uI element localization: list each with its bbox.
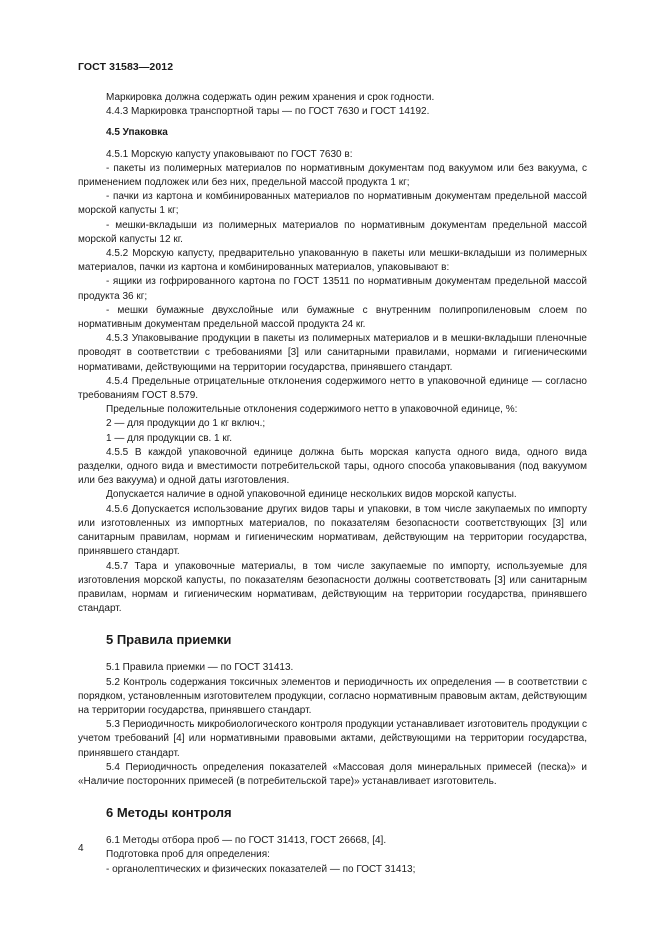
paragraph: Допускается наличие в одной упаковочной единице нескольких видов морской капусты. xyxy=(106,489,517,501)
list-item: - пачки из картона и комбинированных материалов по нормативным документам предельной массой морской капусты 1 кг; xyxy=(78,191,587,217)
clause-4-5-6: 4.5.6 Допускается использование других видов тары и упаковки, в том числе закупаемых по импорту или изготовленных из импортных материалов, по показателям безопасности соответствующих [3] или санитарным правилам, нормам и гигиеническим нормативам, действующим на территории государства, принявшего стандарт. xyxy=(78,503,587,558)
paragraph: Предельные положительные отклонения содержимого нетто в упаковочной единице, %: xyxy=(106,404,518,416)
section-heading-4-5: 4.5 Упаковка xyxy=(106,127,168,139)
clause-5-4-continuation: «Наличие посторонних примесей (в потребительской таре)» устанавливает изготовитель. xyxy=(78,775,497,787)
clause-5-3: 5.3 Периодичность микробиологического контроля продукции устанавливает изготовитель продукции с учетом требований [4] или нормативными правовыми актами, действующими на территории государства, принявшего стандарт. xyxy=(78,719,587,759)
paragraph: Подготовка проб для определения: xyxy=(106,849,270,861)
page-number: 4 xyxy=(78,843,84,854)
list-item: - ящики из гофрированного картона по ГОСТ 13511 по нормативным документам предельной массой продукта 36 кг; xyxy=(78,276,587,302)
document-body xyxy=(78,91,587,877)
section-heading-6: 6 Методы контроля xyxy=(106,805,232,821)
clause-4-4-3: 4.4.3 Маркировка транспортной тары — по ГОСТ 7630 и ГОСТ 14192. xyxy=(106,106,430,118)
list-item: - мешки бумажные двухслойные или бумажные с внутренним полипропиленовым слоем по нормативным документам предельной массой продукта 24 кг. xyxy=(78,304,587,331)
list-item: - органолептических и физических показателей — по ГОСТ 31413; xyxy=(106,863,416,875)
clause-6-1: 6.1 Методы отбора проб — по ГОСТ 31413, ГОСТ 26668, [4]. xyxy=(106,835,387,847)
clause-4-5-3: 4.5.3 Упаковывание продукции в пакеты из полимерных материалов и в мешки-вкладыши пленочные проводят в соответствии с требованиями [3] или санитарными правилами, нормами и гигиеническими нормативами, действующими на территории государства, принявшего стандарт. xyxy=(78,333,587,373)
clause-4-5-2: 4.5.2 Морскую капусту, предварительно упакованную в пакеты или мешки-вкладыши из полимерных материалов, пачки из картона и комбинированных материалов, упаковывают в: xyxy=(78,248,587,274)
paragraph: Маркировка должна содержать один режим хранения и срок годности. xyxy=(106,92,435,103)
clause-4-5-4: 4.5.4 Предельные отрицательные отклонения содержимого нетто в упаковочной единице — согласно требованиям ГОСТ 8.579. xyxy=(78,375,587,402)
clause-5-2: 5.2 Контроль содержания токсичных элементов и периодичность их определения — в соответствии с порядком, установленным изготовителем продукции, согласно нормативным правовым актам, действующим на территории государства, принявшего стандарт. xyxy=(78,676,587,716)
clause-4-5-5: 4.5.5 В каждой упаковочной единице должна быть морская капуста одного вида, одного вида разделки, одного вида и вместимости потребительской тары, одного способа упаковывания (под вакуумом или без вакуума) и одной даты изготовления. xyxy=(78,446,587,487)
document-code-header: ГОСТ 31583—2012 xyxy=(78,61,174,73)
clause-4-5-7: 4.5.7 Тара и упаковочные материалы, в том числе закупаемые по импорту, используемые для изготовления морской капусты, по показателям безопасности должны соответствовать [3] или санитарным правилам, нормам и гигиеническим нормативам, действующим на территории государства, принявшего стандарт. xyxy=(78,560,587,615)
clause-4-5-1: 4.5.1 Морскую капусту упаковывают по ГОСТ 7630 в: xyxy=(106,148,353,160)
list-item: - пакеты из полимерных материалов по нормативным документам под вакуумом или без вакуума, с применением подложек или без них, предельной массой продукта 1 кг; xyxy=(78,162,587,189)
list-item: 1 — для продукции св. 1 кг. xyxy=(106,432,232,444)
clause-5-1: 5.1 Правила приемки — по ГОСТ 31413. xyxy=(106,662,294,674)
section-heading-5: 5 Правила приемки xyxy=(106,632,232,648)
clause-5-4: 5.4 Периодичность определения показателей «Массовая доля минеральных примесей (песка)» и xyxy=(106,761,587,773)
list-item: - мешки-вкладыши из полимерных материалов по нормативным документам предельной массой морской капусты 12 кг. xyxy=(78,219,587,245)
list-item: 2 — для продукции до 1 кг включ.; xyxy=(106,418,266,430)
